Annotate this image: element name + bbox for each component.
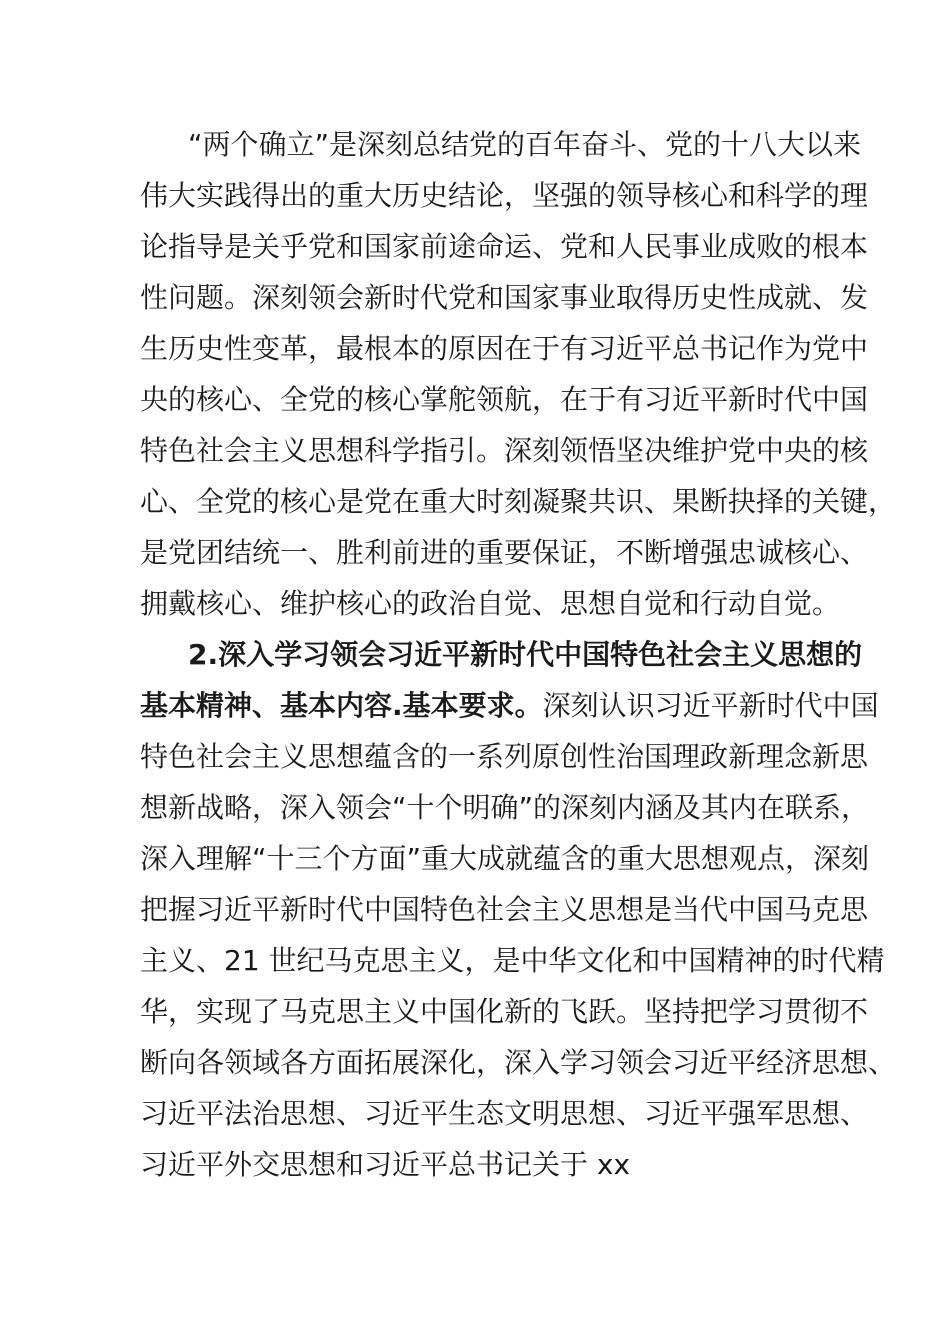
text-line: 想新战略，深入领会“十个明确”的深刻内涵及其内在联系， <box>140 791 870 824</box>
text-line: 伟大实践得出的重大历史结论，坚强的领导核心和科学的理 <box>140 179 869 212</box>
text-line: 习近平外交思想和习近平总书记关于 xx <box>140 1148 631 1181</box>
text-line: 断向各领域各方面拓展深化，深入学习领会习近平经济思想、 <box>140 1046 897 1079</box>
text-line: 华，实现了马克思主义中国化新的飞跃。坚持把学习贯彻不 <box>140 995 869 1028</box>
text-line: 拥戴核心、维护核心的政治自觉、思想自觉和行动自觉。 <box>140 587 841 620</box>
text-line: 主义、21 世纪马克思主义，是中华文化和中国精神的时代精 <box>140 944 885 977</box>
text-line: 是党团结统一、胜利前进的重要保证，不断增强忠诚核心、 <box>140 536 869 569</box>
text-line: 性问题。深刻领会新时代党和国家事业取得历史性成就、发 <box>140 281 869 314</box>
section-heading-continued: 基本精神、基本内容.基本要求。 <box>140 689 543 722</box>
text-line: 央的核心、全党的核心掌舵领航，在于有习近平新时代中国 <box>140 383 869 416</box>
text-line: “两个确立”是深刻总结党的百年奋斗、党的十八大以来 <box>188 128 862 161</box>
text-line: 论指导是关乎党和国家前途命运、党和人民事业成败的根本 <box>140 230 869 263</box>
text-line: 深入理解“十三个方面”重大成就蕴含的重大思想观点，深刻 <box>140 842 870 875</box>
text-line: 特色社会主义思想科学指引。深刻领悟坚决维护党中央的核 <box>140 434 869 467</box>
text-line: 习近平法治思想、习近平生态文明思想、习近平强军思想、 <box>140 1097 869 1130</box>
text-line: 把握习近平新时代中国特色社会主义思想是当代中国马克思 <box>140 893 869 926</box>
text-line: 心、全党的核心是党在重大时刻凝聚共识、果断抉择的关键， <box>140 485 897 518</box>
section-heading: 2.深入学习领会习近平新时代中国特色社会主义思想的 <box>188 638 863 671</box>
text-line: 特色社会主义思想蕴含的一系列原创性治国理政新理念新思 <box>140 740 869 773</box>
text-line <box>140 688 879 724</box>
text-run: 深刻认识习近平新时代中国 <box>542 689 879 722</box>
text-line: 生历史性变革，最根本的原因在于有习近平总书记作为党中 <box>140 332 869 365</box>
